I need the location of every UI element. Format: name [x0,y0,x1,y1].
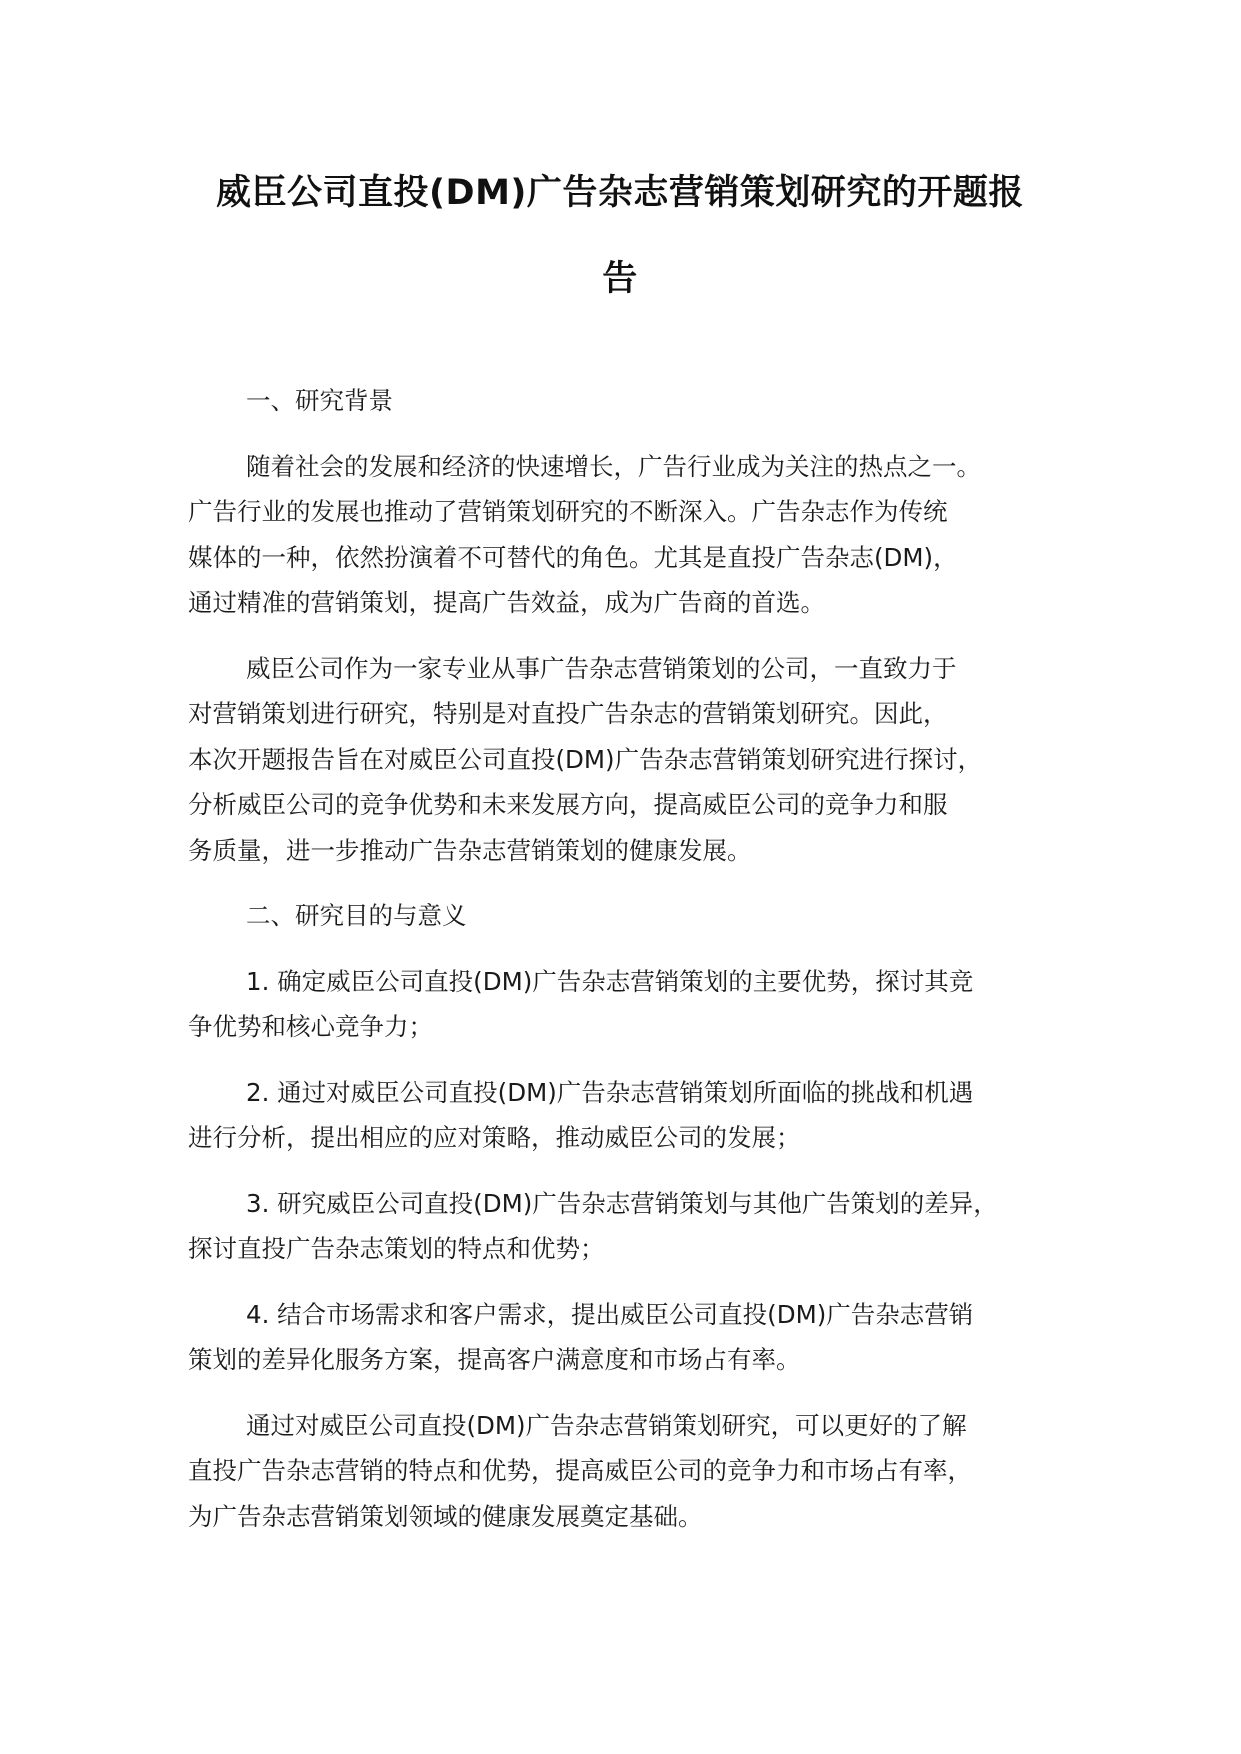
list-item-4 [188,1292,1088,1383]
text-line: 通过对威臣公司直投(DM)广告杂志营销策划研究，可以更好的了解 [246,1410,967,1440]
text-line: 策划的差异化服务方案，提高客户满意度和市场占有率。 [188,1345,801,1374]
text-line: 通过精准的营销策划，提高广告效益，成为广告商的首选。 [188,588,825,617]
text-line: 随着社会的发展和经济的快速增长，广告行业成为关注的热点之一。 [246,451,981,481]
text-line: 分析威臣公司的竞争优势和未来发展方向，提高威臣公司的竞争力和服 [188,790,948,819]
text-line: 广告行业的发展也推动了营销策划研究的不断深入。广告杂志作为传统 [188,497,948,526]
document-title [160,150,1080,322]
paragraph-background-1 [188,444,1088,626]
text-line: 2. 通过对威臣公司直投(DM)广告杂志营销策划所面临的挑战和机遇 [246,1077,974,1107]
list-item-3 [188,1181,1088,1272]
title-line-2: 告 [602,259,638,299]
section-heading-background: 一、研究背景 [246,386,393,415]
section-heading-purpose: 二、研究目的与意义 [246,901,467,930]
paragraph-conclusion [188,1403,1088,1540]
text-line: 媒体的一种，依然扮演着不可替代的角色。尤其是直投广告杂志(DM)， [188,542,958,572]
text-line: 直投广告杂志营销的特点和优势，提高威臣公司的竞争力和市场占有率， [188,1456,972,1485]
text-line: 4. 结合市场需求和客户需求，提出威臣公司直投(DM)广告杂志营销 [246,1299,974,1329]
paragraph-background-2 [188,646,1088,874]
text-line: 威臣公司作为一家专业从事广告杂志营销策划的公司，一直致力于 [246,653,957,683]
text-line: 探讨直投广告杂志策划的特点和优势； [188,1234,605,1263]
list-item-1 [188,959,1088,1050]
text-line: 本次开题报告旨在对威臣公司直投(DM)广告杂志营销策划研究进行探讨， [188,744,983,774]
text-line: 进行分析，提出相应的应对策略，推动威臣公司的发展； [188,1123,801,1152]
text-line: 为广告杂志营销策划领域的健康发展奠定基础。 [188,1501,703,1531]
text-line: 3. 研究威臣公司直投(DM)广告杂志营销策划与其他广告策划的差异， [246,1188,998,1218]
list-item-2 [188,1070,1088,1161]
text-line: 务质量，进一步推动广告杂志营销策划的健康发展。 [188,835,752,865]
document-body [188,378,1088,1559]
title-line-1: 威臣公司直投(DM)广告杂志营销策划研究的开题报 [216,173,1024,213]
text-line: 对营销策划进行研究，特别是对直投广告杂志的营销策划研究。因此， [188,699,948,728]
text-line: 争优势和核心竞争力； [188,1012,433,1041]
text-line: 1. 确定威臣公司直投(DM)广告杂志营销策划的主要优势，探讨其竞 [246,966,974,996]
